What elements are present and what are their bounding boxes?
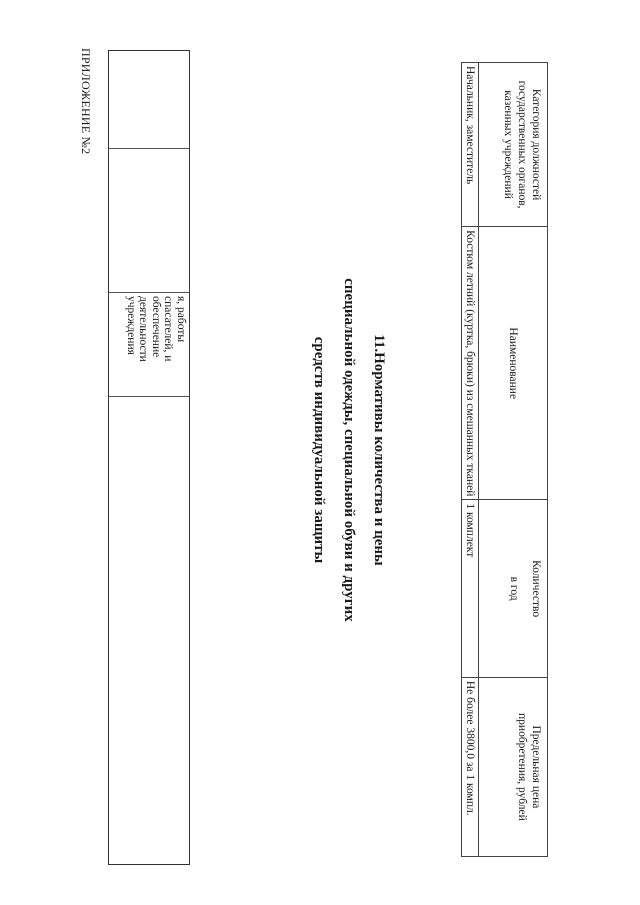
heading-line: средств индивидуальной защиты <box>311 336 327 564</box>
header-line: приобретения, рублей <box>516 713 528 821</box>
heading-line: специальной одежды, специальной обуви и других <box>341 278 357 622</box>
appendix-label: ПРИЛОЖЕНИЕ №2 <box>79 48 93 155</box>
table-row <box>462 63 479 857</box>
fragment-line: я, работы <box>175 296 187 343</box>
header-name: Наименование <box>479 227 548 500</box>
header-price <box>479 677 548 856</box>
heading-line: 11.Нормативы количества и цены <box>371 334 387 566</box>
cell-name: Костюм летний (куртка, брюки) из смешанных тканей <box>462 227 479 500</box>
header-quantity <box>479 500 548 677</box>
header-category <box>479 63 548 227</box>
header-line: в год <box>508 576 520 601</box>
header-line: государственных органов, <box>516 80 528 209</box>
table-header-row <box>479 63 548 857</box>
header-line: казенных учреждений <box>502 90 514 199</box>
table-cell-empty <box>109 397 189 864</box>
norms-table <box>461 62 548 857</box>
table-cell-empty <box>109 51 189 149</box>
continued-table <box>108 50 190 865</box>
header-line: Предельная цена <box>530 725 542 809</box>
section-heading <box>304 260 394 640</box>
fragment-line: учреждения <box>125 296 137 355</box>
cell-quantity: 1 комплект <box>462 500 479 677</box>
header-line: Количество <box>530 560 542 618</box>
table-cell-fragment <box>109 293 189 397</box>
fragment-line: спасателей, и <box>162 296 175 362</box>
table-cell-empty <box>109 149 189 293</box>
cell-category: Начальник, заместитель <box>462 63 479 227</box>
fragment-line: деятельности <box>137 296 150 362</box>
fragment-line: обеспечение <box>150 296 162 358</box>
cell-price: Не более 3800,0 за 1 компл. <box>462 677 479 856</box>
header-line: Категория должностей <box>530 88 542 201</box>
